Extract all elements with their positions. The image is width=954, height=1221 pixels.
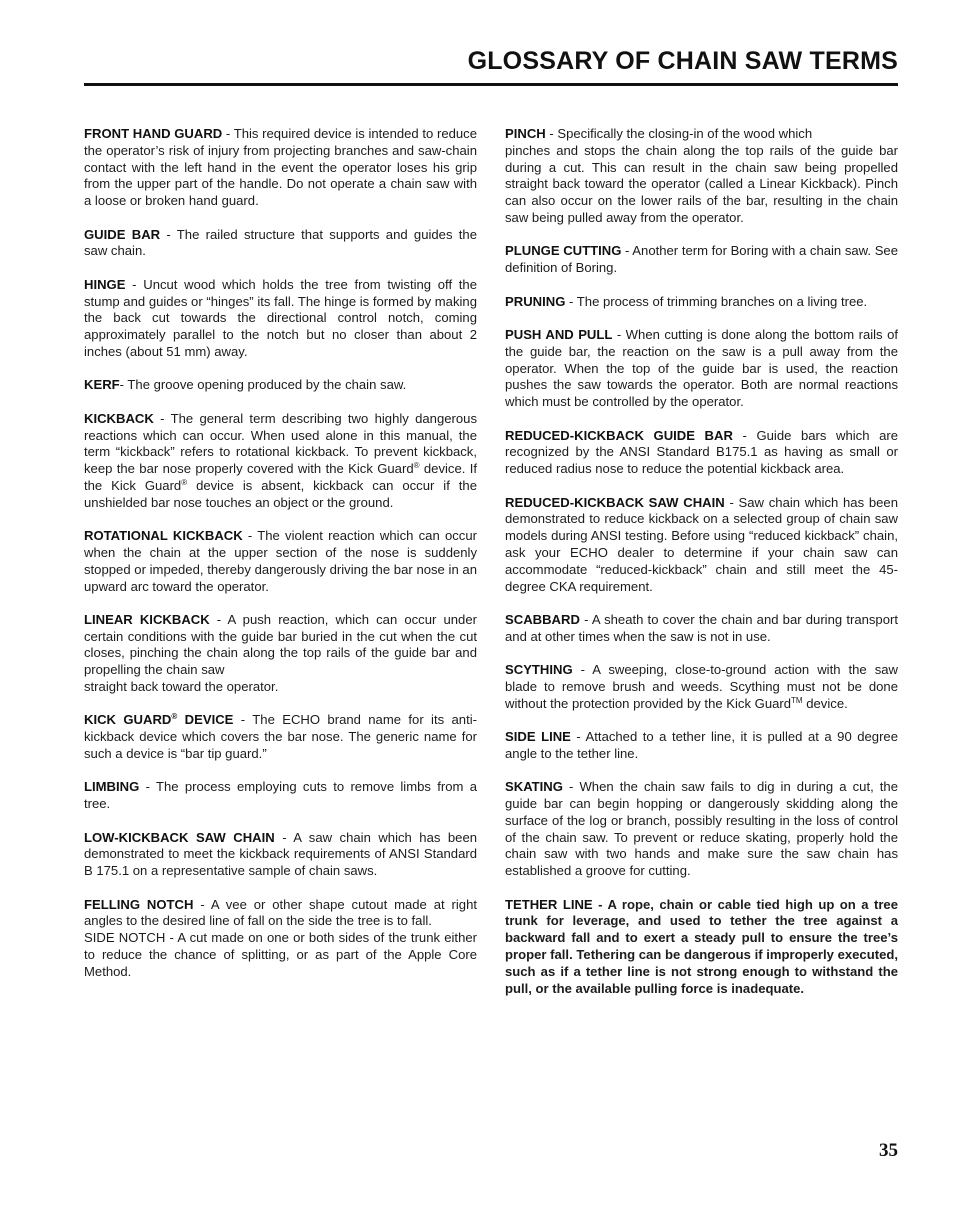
- glossary-term: FELLING NOTCH: [84, 896, 194, 912]
- glossary-entry-linear-kickback: [84, 612, 477, 696]
- glossary-definition: - A rope, chain or cable tied high up on a tree trunk for leverage, and used to tether the tree against a backward fall and to exert a steady pull to ensure the tree’s proper fall. Tethering can be dangerous if improperly executed, such as if a tether line is not strong enough to withstand the pull, or the available pulling force is inadequate.: [505, 896, 898, 996]
- glossary-entry-reduced-kickback-guide-bar: [505, 428, 898, 478]
- glossary-definition-continued: device. If the Kick Guard: [84, 461, 478, 493]
- glossary-term: LOW-KICKBACK SAW CHAIN: [84, 829, 275, 845]
- glossary-definition: - The groove opening produced by the chain saw.: [119, 377, 407, 393]
- glossary-entry-pinch: [505, 126, 898, 227]
- glossary-term: PUSH AND PULL: [505, 326, 613, 342]
- glossary-term: REDUCED-KICKBACK GUIDE BAR: [505, 427, 733, 443]
- glossary-definition: - The process of trimming branches on a living tree.: [565, 293, 868, 309]
- glossary-entry-skating: [505, 779, 898, 880]
- glossary-definition: - The general term describing two highly dangerous reactions which can occur. When used alone in this manual, the term “kickback” refers to rotational kickback. To prevent kickback, keep the bar nose properly covered with the Kick Guard: [84, 410, 477, 477]
- glossary-term: TETHER LINE: [505, 896, 593, 912]
- glossary-entry-plunge-cutting: [505, 243, 898, 277]
- glossary-term: LINEAR KICKBACK: [84, 611, 210, 627]
- glossary-term: ROTATIONAL KICKBACK: [84, 528, 243, 544]
- glossary-entry-scabbard: [505, 612, 898, 646]
- registered-mark: ®: [171, 712, 178, 722]
- glossary-definition: - Uncut wood which holds the tree from twisting off the stump and guides or “hinges” its fall. The hinge is formed by making the back cut towards the directional control notch, coming approximately parallel to the notch but no closer than about 2 inches (about 51 mm) away.: [84, 276, 477, 359]
- glossary-definition: - A sheath to cover the chain and bar during transport and at other times when the saw is not in use.: [505, 611, 898, 644]
- glossary-entry-tether-line: [505, 897, 898, 998]
- glossary-entry-kick-guard-device: [84, 712, 477, 762]
- glossary-term: PLUNGE CUTTING: [505, 243, 622, 259]
- glossary-entry-scything: [505, 662, 898, 712]
- glossary-entry-rotational-kickback: [84, 528, 477, 595]
- glossary-term: SCABBARD: [505, 611, 580, 627]
- glossary-term: FRONT HAND GUARD: [84, 126, 223, 141]
- glossary-definition: - A sweeping, close-to-ground action with the saw blade to remove brush and weeds. Scything must not be done without the protection provided by the Kick Guard: [505, 662, 898, 711]
- glossary-term: PRUNING: [505, 293, 566, 309]
- glossary-term: SKATING: [505, 779, 563, 795]
- glossary-term: KERF: [84, 377, 120, 393]
- glossary-entry-push-and-pull: [505, 327, 898, 411]
- glossary-term: HINGE: [84, 276, 126, 292]
- glossary-definition: - Attached to a tether line, it is pulled at a 90 degree angle to the tether line.: [505, 729, 898, 761]
- glossary-entry-front-hand-guard: [84, 126, 477, 210]
- glossary-definition-continued: straight back toward the operator.: [84, 679, 279, 695]
- glossary-term: PINCH: [505, 126, 546, 141]
- glossary-term: SIDE LINE: [505, 729, 571, 745]
- title-divider: [84, 83, 898, 86]
- registered-mark: ®: [181, 477, 188, 487]
- glossary-definition: - The railed structure that supports and guides the saw chain.: [84, 226, 477, 259]
- glossary-definition: - This required device is intended to reduce the operator’s risk of injury from projecting branches and saw-chain contact with the left hand in the event the operator loses his grip from the upper part of the handle. Do not operate a chain saw with a loose or broken hand guard.: [84, 126, 477, 209]
- glossary-entry-guide-bar: [84, 227, 477, 261]
- glossary-term: REDUCED-KICKBACK SAW CHAIN: [505, 494, 725, 510]
- glossary-definition: - When the chain saw fails to dig in during a cut, the guide bar can begin hopping or dangerously skidding along the surface of the log or branch, possibly resulting in the loss of control of the chain saw. To prevent or reduce skating, properly hold the chain saw with two hands and make sure the saw chain has established a groove for cutting.: [505, 779, 898, 879]
- glossary-definition: - A vee or other shape cutout made at right angles to the desired line of fall on the side the tree is to fall.: [84, 896, 477, 929]
- glossary-entry-side-line: [505, 729, 898, 763]
- glossary-term: KICKBACK: [84, 410, 154, 426]
- page-number: 35: [879, 1140, 898, 1161]
- glossary-term: LIMBING: [84, 779, 140, 795]
- glossary-definition: - The ECHO brand name for its anti-kickback device which covers the bar nose. The generic name for such a device is “bar tip guard.”: [84, 712, 477, 762]
- glossary-entry-kickback: [84, 411, 477, 512]
- glossary-side-notch: SIDE NOTCH - A cut made on one or both sides of the trunk either to reduce the chance of splitting, or as part of the Apple Core Method.: [84, 930, 477, 979]
- glossary-definition: - The process employing cuts to remove limbs from a tree.: [84, 779, 477, 812]
- glossary-definition: - Guide bars which are recognized by the ANSI Standard B175.1 as having as small or reduced radius nose to reduce the potential kickback area.: [505, 427, 898, 477]
- glossary-term: GUIDE BAR: [84, 226, 161, 242]
- glossary-column-left: [84, 126, 477, 997]
- glossary-definition: - The violent reaction which can occur when the chain at the upper section of the nose is suddenly stopped or impeded, thereby dangerously driving the bar nose in an upward arc toward the operator.: [84, 528, 477, 594]
- registered-mark: ®: [413, 461, 420, 471]
- glossary-entry-kerf: [84, 377, 477, 394]
- glossary-term-continued: DEVICE: [177, 712, 234, 728]
- page-title: GLOSSARY OF CHAIN SAW TERMS: [467, 47, 898, 75]
- glossary-entry-low-kickback-saw-chain: [84, 830, 477, 880]
- trademark-mark: TM: [791, 695, 803, 705]
- glossary-definition: - Saw chain which has been demonstrated to reduce kickback on a selected group of chain saw models during ANSI testing. Before using “reduced kickback” chain, ask your ECHO dealer to determine if your chain saw can accommodate “reduced-kickback” chain and still meet the 45-degree CKA requirement.: [505, 494, 898, 594]
- glossary-entry-felling-notch: [84, 897, 477, 981]
- glossary-definition: - Specifically the closing-in of the wood which: [545, 126, 813, 141]
- glossary-column-right: [505, 126, 898, 1014]
- glossary-entry-reduced-kickback-saw-chain: [505, 495, 898, 596]
- glossary-definition-continued: pinches and stops the chain along the top rails of the guide bar during a cut. This can result in the chain saw being propelled straight back toward the operator (called a Linear Kickback). Pinch can also occur on the lower rails of the bar, resulting in the chain saw being pulled away from the operator.: [505, 142, 898, 225]
- glossary-definition: - Another term for Boring with a chain saw. See definition of Boring.: [505, 243, 898, 276]
- glossary-definition: - A saw chain which has been demonstrated to meet the kickback requirements of ANSI Standard B 175.1 on a representative sample of chain saws.: [84, 829, 478, 879]
- glossary-entry-limbing: [84, 779, 477, 813]
- glossary-term: KICK GUARD: [84, 712, 172, 728]
- glossary-term: SCYTHING: [505, 662, 573, 678]
- glossary-definition-continued: device is absent, kickback can occur if the unshielded bar nose touches an object or the ground.: [84, 477, 477, 510]
- glossary-definition: - A push reaction, which can occur under certain conditions with the guide bar buried in the cut when the cut closes, pinching the chain along the top rails of the guide bar and propelling the chain saw: [84, 611, 477, 678]
- glossary-entry-pruning: [505, 294, 898, 311]
- glossary-definition: - When cutting is done along the bottom rails of the guide bar, the reaction on the saw is a pull away from the operator. When the top of the guide bar is used, the reaction pushes the saw towards the operator. Both are normal reactions which must be controlled by the operator.: [505, 326, 898, 410]
- glossary-entry-hinge: [84, 277, 477, 361]
- glossary-definition-continued: device.: [802, 695, 848, 711]
